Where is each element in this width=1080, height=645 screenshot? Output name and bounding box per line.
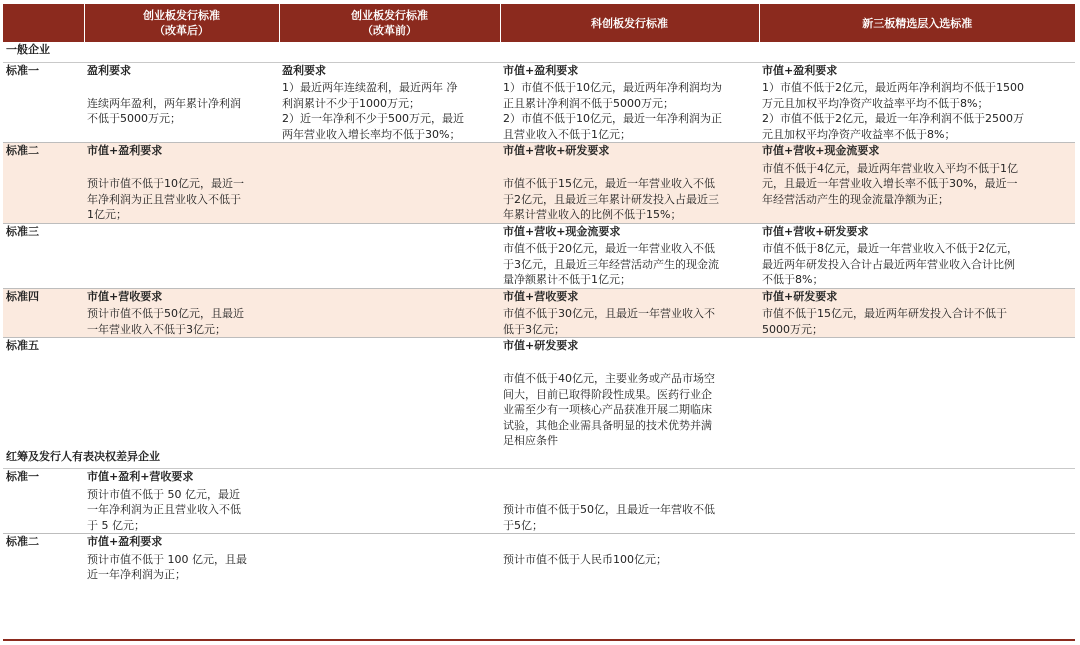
bottom-rule — [3, 639, 1075, 641]
criteria-detail — [759, 552, 1075, 583]
header-star-market: 科创板发行标准 — [500, 4, 759, 42]
detail-line: 市值不低于20亿元，最近一年营业收入不低 — [503, 242, 715, 255]
detail-line: 近一年净利润为正； — [87, 568, 186, 581]
header-chinext-before: 创业板发行标准 （改革前） — [279, 4, 500, 42]
criteria-heading — [84, 223, 279, 241]
criteria-heading — [279, 469, 500, 487]
empty-cell — [3, 241, 84, 288]
standard-label-row — [3, 469, 1075, 487]
criteria-detail — [279, 356, 500, 449]
criteria-detail — [759, 80, 1075, 143]
header-row — [3, 4, 1075, 42]
criteria-heading — [279, 288, 500, 306]
criteria-detail — [500, 306, 759, 338]
standard-label: 标准一 — [3, 469, 84, 487]
standard-label: 标准五 — [3, 338, 84, 356]
detail-line: 于5亿； — [503, 518, 543, 532]
standard-detail-row — [3, 161, 1075, 224]
empty-cell — [3, 487, 84, 534]
criteria-heading — [84, 338, 279, 356]
detail-line — [503, 487, 756, 503]
criteria-detail — [759, 487, 1075, 534]
standard-detail-row — [3, 306, 1075, 338]
detail-line — [87, 161, 276, 177]
criteria-detail — [84, 356, 279, 449]
detail-line: 于 5 亿元； — [87, 518, 145, 532]
detail-line: 2）近一年净利不少于500万元，最近 — [282, 112, 464, 125]
criteria-detail — [279, 306, 500, 338]
criteria-heading — [279, 143, 500, 161]
detail-line: 一年营业收入不低于3亿元； — [87, 322, 226, 336]
criteria-heading — [759, 338, 1075, 356]
criteria-detail — [500, 552, 759, 583]
criteria-detail — [84, 487, 279, 534]
criteria-detail — [500, 161, 759, 224]
criteria-detail — [500, 241, 759, 288]
detail-line: 业需至少有一项核心产品获准开展二期临床 — [503, 403, 712, 416]
criteria-detail — [279, 552, 500, 583]
standard-label-row — [3, 223, 1075, 241]
detail-line: 不低于5000万元； — [87, 112, 181, 125]
detail-line: 年经营活动产生的现金流量净额为正； — [762, 192, 949, 206]
section-row — [3, 449, 1075, 469]
detail-line: 最近两年研发投入合计占最近两年营业收入合计比例 — [762, 257, 1015, 271]
criteria-heading: 盈利要求 — [84, 62, 279, 80]
criteria-detail — [500, 356, 759, 449]
criteria-heading: 市值+营收要求 — [84, 288, 279, 306]
listing-standards-table — [3, 4, 1075, 583]
criteria-heading — [279, 338, 500, 356]
standard-label: 标准三 — [3, 223, 84, 241]
standard-detail-row — [3, 487, 1075, 534]
detail-line: 年净利润为正且营业收入不低于 — [87, 192, 241, 206]
standard-label-row — [3, 143, 1075, 161]
standard-label-row — [3, 288, 1075, 306]
criteria-heading — [759, 534, 1075, 552]
detail-line: 于2亿元，且最近三年累计研发投入占最近三 — [503, 192, 719, 206]
detail-line: 市值不低于15亿元，最近一年营业收入不低 — [503, 177, 715, 190]
criteria-heading: 盈利要求 — [279, 62, 500, 80]
empty-cell — [3, 80, 84, 143]
criteria-detail — [84, 161, 279, 224]
detail-line: 间大，目前已取得阶段性成果。医药行业企 — [503, 387, 712, 401]
criteria-detail — [759, 241, 1075, 288]
detail-line: 预计市值不低于 100 亿元，且最 — [87, 552, 247, 566]
detail-line: 1）市值不低于10亿元，最近两年净利润均为 — [503, 81, 722, 94]
criteria-detail — [279, 241, 500, 288]
criteria-heading: 市值+盈利要求 — [84, 534, 279, 552]
detail-line: 不低于8%； — [762, 273, 824, 286]
criteria-detail — [279, 161, 500, 224]
detail-line: 市值不低于15亿元，最近两年研发投入合计不低于 — [762, 307, 1007, 320]
criteria-heading — [500, 469, 759, 487]
criteria-heading — [500, 534, 759, 552]
empty-cell — [3, 356, 84, 449]
detail-line: 年累计营业收入的比例不低于15%； — [503, 208, 682, 221]
detail-line: 且营业收入不低于1亿元； — [503, 127, 631, 141]
header-col-0 — [3, 4, 84, 42]
detail-line: 预计市值不低于10亿元，最近一 — [87, 177, 244, 190]
detail-line: 1亿元； — [87, 208, 127, 221]
detail-line: 市值不低于40亿元，主要业务或产品市场空 — [503, 372, 715, 385]
detail-line: 1）最近两年连续盈利，最近两年 净 — [282, 81, 458, 94]
detail-line: 元且加权平均净资产收益率不低于8%； — [762, 127, 956, 141]
detail-line: 于3亿元，且最近三年经营活动产生的现金流 — [503, 257, 719, 271]
detail-line: 预计市值不低于50亿，且最近一年营收不低 — [503, 503, 715, 516]
detail-line: 元，且最近一年营业收入增长率不低于30%，最近一 — [762, 177, 1018, 190]
criteria-heading: 市值+营收+现金流要求 — [759, 143, 1075, 161]
empty-cell — [3, 161, 84, 224]
detail-line: 低于3亿元； — [503, 322, 565, 336]
criteria-detail — [279, 80, 500, 143]
detail-line: 一年净利润为正且营业收入不低 — [87, 503, 241, 516]
criteria-detail — [759, 161, 1075, 224]
detail-line — [503, 161, 756, 177]
standard-label: 标准二 — [3, 143, 84, 161]
detail-line: 连续两年盈利，两年累计净利润 — [87, 96, 241, 110]
detail-line: 万元且加权平均净资产收益率平均不低于8%； — [762, 96, 989, 110]
section-row — [3, 42, 1075, 62]
detail-line: 2）市值不低于10亿元，最近一年净利润为正 — [503, 112, 722, 125]
detail-line: 2）市值不低于2亿元，最近一年净利润不低于2500万 — [762, 112, 1024, 125]
detail-line: 量净额累计不低于1亿元； — [503, 273, 631, 286]
criteria-detail — [279, 487, 500, 534]
criteria-heading: 市值+盈利要求 — [500, 62, 759, 80]
criteria-heading: 市值+营收+研发要求 — [500, 143, 759, 161]
standard-label-row — [3, 534, 1075, 552]
criteria-heading: 市值+盈利要求 — [84, 143, 279, 161]
criteria-heading: 市值+营收+研发要求 — [759, 223, 1075, 241]
detail-line: 两年营业收入增长率均不低于30%； — [282, 127, 461, 141]
section-title: 一般企业 — [3, 42, 1075, 62]
detail-line: 市值不低于30亿元，且最近一年营业收入不 — [503, 307, 715, 320]
standard-label-row — [3, 338, 1075, 356]
standard-label: 标准一 — [3, 62, 84, 80]
detail-line: 市值不低于4亿元，最近两年营业收入平均不低于1亿 — [762, 161, 1018, 175]
empty-cell — [3, 306, 84, 338]
criteria-heading — [279, 223, 500, 241]
standard-label-row — [3, 62, 1075, 80]
detail-line: 预计市值不低于50亿元，且最近 — [87, 307, 244, 320]
table-body — [3, 42, 1075, 583]
empty-cell — [3, 552, 84, 583]
criteria-detail — [84, 241, 279, 288]
detail-line: 正且累计净利润不低于5000万元； — [503, 96, 674, 110]
criteria-heading — [759, 469, 1075, 487]
criteria-heading: 市值+盈利+营收要求 — [84, 469, 279, 487]
standard-detail-row — [3, 552, 1075, 583]
standard-detail-row — [3, 356, 1075, 449]
standard-detail-row — [3, 80, 1075, 143]
criteria-detail — [759, 356, 1075, 449]
standard-label: 标准四 — [3, 288, 84, 306]
criteria-detail — [500, 487, 759, 534]
detail-line: 5000万元； — [762, 322, 823, 336]
standard-detail-row — [3, 241, 1075, 288]
header-chinext-after: 创业板发行标准 （改革后） — [84, 4, 279, 42]
criteria-heading: 市值+营收要求 — [500, 288, 759, 306]
criteria-heading: 市值+盈利要求 — [759, 62, 1075, 80]
criteria-detail — [84, 306, 279, 338]
detail-line: 1）市值不低于2亿元，最近两年净利润均不低于1500 — [762, 81, 1024, 94]
criteria-heading: 市值+营收+现金流要求 — [500, 223, 759, 241]
criteria-detail — [84, 552, 279, 583]
detail-line: 足相应条件 — [503, 434, 558, 447]
detail-line: 预计市值不低于 50 亿元，最近 — [87, 487, 240, 501]
detail-line: 市值不低于8亿元，最近一年营业收入不低于2亿元， — [762, 242, 1018, 255]
criteria-detail — [759, 306, 1075, 338]
criteria-detail — [84, 80, 279, 143]
detail-line: 预计市值不低于人民币100亿元； — [503, 552, 667, 566]
section-title: 红筹及发行人有表决权差异企业 — [3, 449, 1075, 469]
criteria-detail — [500, 80, 759, 143]
detail-line — [503, 356, 756, 372]
standard-label: 标准二 — [3, 534, 84, 552]
criteria-heading — [279, 534, 500, 552]
criteria-heading: 市值+研发要求 — [759, 288, 1075, 306]
detail-line: 利润累计不少于1000万元； — [282, 96, 420, 110]
header-neeq-select: 新三板精选层入选标准 — [759, 4, 1075, 42]
detail-line: 试验，其他企业需具备明显的技术优势并满 — [503, 418, 712, 432]
criteria-heading: 市值+研发要求 — [500, 338, 759, 356]
detail-line — [87, 80, 276, 96]
